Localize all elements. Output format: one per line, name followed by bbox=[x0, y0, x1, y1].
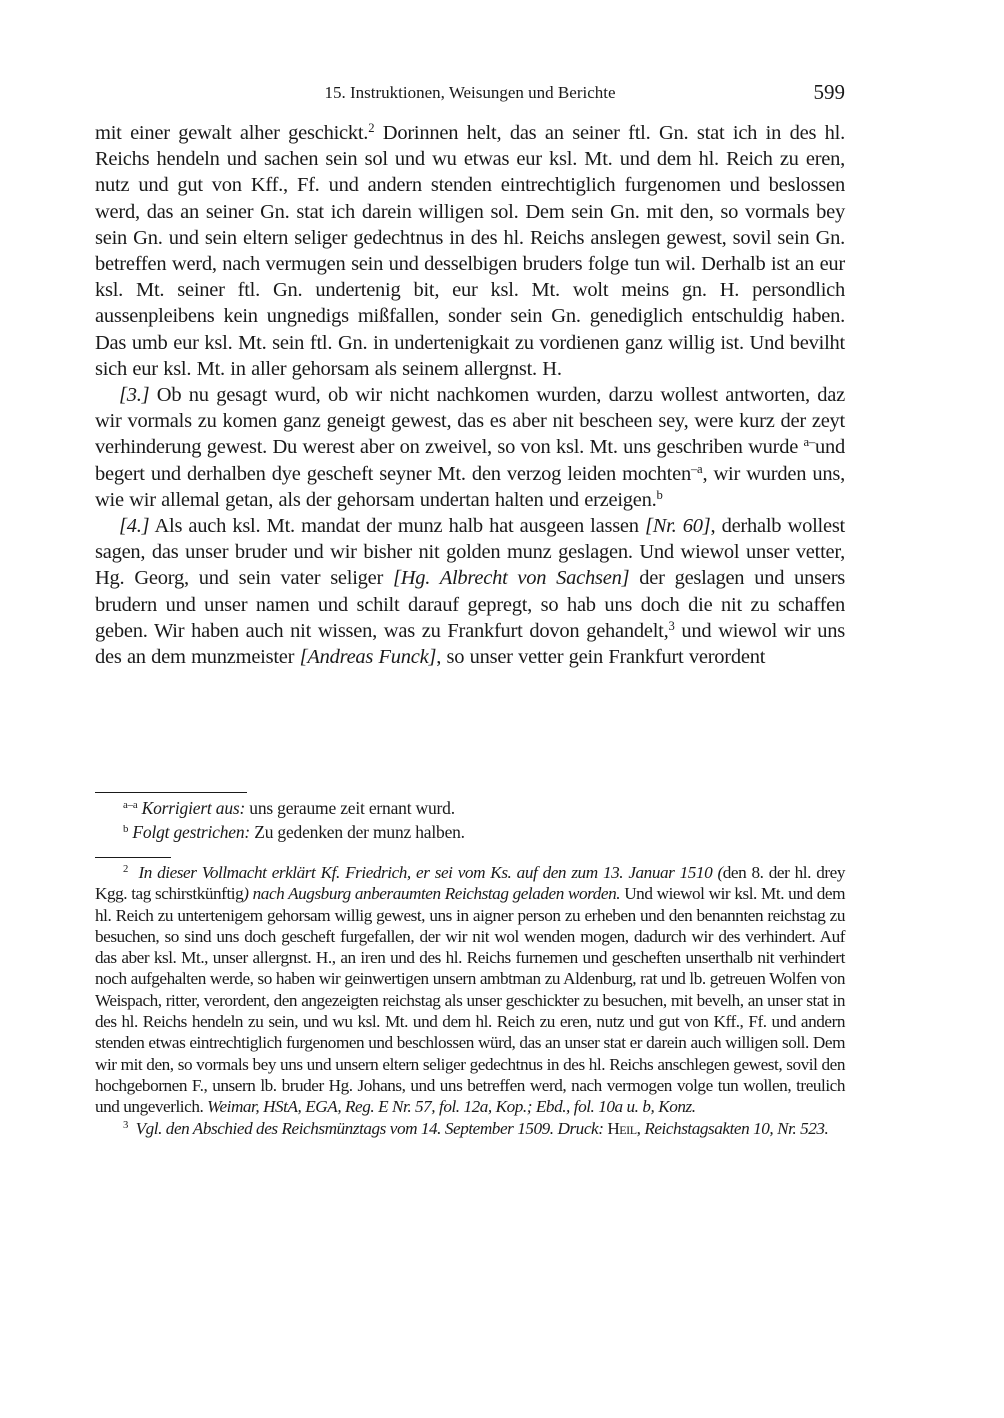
footnote-source: Weimar, HStA, EGA, Reg. E Nr. 57, fol. 12a, Kop.; Ebd., fol. 10a u. b, Konz. bbox=[207, 1097, 696, 1117]
textual-note-mark-b[interactable]: b bbox=[656, 487, 663, 502]
footnote-number: 3 bbox=[123, 1119, 128, 1131]
textual-note-mark-a-close[interactable]: –a bbox=[690, 461, 703, 476]
footnote-quote: Und wiewol wir ksl. Mt. und dem hl. Reich zu untertenigem gehorsam willig gewest, uns in aigner person zu erheben und den benannten reichstag zu besuchen, so sind uns doch gescheft furgefallen, der wir nit wol wenden mogen, dadurch wir des verhindert. Auf das aber ksl. Mt., unser allergnst. H., an iren und des hl. Reichs furnemen und gescheften unserthalb nit verhindert noch aufgehalten werde, so haben wir geinwertigen unsern ambtman zu Aldenburg, rat und lb. getreuen Wolfen von Weispach, ritter, verordent, den angezeigten reichstag als unser geschickter zu besuchen, mit bevelh, an unser stat in des hl. Reichs hendeln zu sein, und wu ksl. Mt. und dem hl. Reich zu eren, nutz und gut von Kff., Ff. und andern stenden etwas eintrechtiglich furgenomen und beschlossen würd, das an unser stat er darein auch willigen soll. Dem wir mit den, so vormals bey uns und unsern eltern seliger gedechtnus in des hl. Reichs anschlegen gewest, sovil den hochgebornen F., unsern lb. bruder Hg. Johans, und uns betreffen werd, nach vermogen volge tun wollen, treulich und ungeverlich. bbox=[95, 884, 845, 1117]
section-number: [3.] bbox=[119, 384, 150, 407]
running-title: 15. Instruktionen, Weisungen und Berichte bbox=[324, 83, 616, 102]
text-run: mit einer gewalt alher geschickt. bbox=[95, 122, 369, 144]
editorial-reference: [Andreas Funck] bbox=[299, 646, 437, 669]
note-text: uns geraume zeit ernant wurd. bbox=[245, 798, 455, 818]
footnotes bbox=[95, 862, 845, 1139]
text-run: der geslagen und unsers brudern und unser namen und schilt darauf gepregt, so hab uns doch die nit zu schaffen geben. Wir haben auch nit wissen, was zu Frankfurt dovon gehandelt, bbox=[95, 567, 845, 642]
footnote-2 bbox=[95, 862, 845, 1118]
note-label: Folgt gestrichen: bbox=[132, 822, 251, 842]
footnote-italic: Vgl. den Abschied des Reichsmünztags vom 14. September 1509. Druck: bbox=[135, 1118, 604, 1138]
text-run: Als auch ksl. Mt. mandat der munz halb hat ausgeen lassen bbox=[149, 515, 646, 538]
footnote-quote: den 8. der hl. drey Kgg. tag schirstkünftig bbox=[95, 863, 845, 904]
note-text: Zu gedenken der munz halben. bbox=[250, 822, 465, 842]
editorial-reference: [Nr. 60] bbox=[645, 515, 711, 538]
footnote-italic: Reichstagsakten 10, Nr. 523. bbox=[644, 1118, 829, 1138]
note-label: Korrigiert aus: bbox=[141, 798, 246, 818]
textual-note-a bbox=[95, 796, 845, 820]
textual-notes bbox=[95, 796, 845, 844]
footnote-italic: ) nach Augsburg anberaumten Reichstag geladen worden. bbox=[243, 884, 621, 904]
text-run: und begert und derhalben dye gescheft seyner Mt. den verzog leiden mochten bbox=[95, 436, 845, 485]
footnote-ref-3[interactable]: 3 bbox=[668, 618, 675, 633]
text-run: Ob nu gesagt wurd, ob wir nicht nachkomen wurden, darzu wollest antworten, daz wir vormals zu komen ganz geneigt gewest, das es aber nit bescheen sey, were kurz der zeyt verhinderung gewest. Du werest aber on zweivel, so von ksl. Mt. uns geschriben wurde bbox=[95, 384, 845, 459]
textual-note-mark-a-open[interactable]: a– bbox=[803, 435, 815, 450]
paragraph-section-3 bbox=[95, 382, 845, 513]
textual-note-b bbox=[95, 820, 845, 844]
main-text bbox=[95, 120, 845, 670]
text-run: , derhalb wollest sagen, das unser bruder und wir bisher nit golden munz geslagen. Und wiewol unser vetter, Hg. Georg, und sein vater seliger bbox=[95, 515, 845, 590]
note-mark: a–a bbox=[123, 799, 138, 812]
footnote-author: Heil bbox=[607, 1118, 637, 1138]
running-header bbox=[95, 80, 845, 108]
note-mark: b bbox=[123, 823, 129, 836]
paragraph-section-4 bbox=[95, 513, 845, 670]
text-run: , wir wurden uns, wie wir allemal getan, als der gehorsam undertan halten und erzeigen. bbox=[95, 462, 845, 511]
footnote-number: 2 bbox=[123, 864, 128, 876]
text-run: Dorinnen helt, das an seiner ftl. Gn. stat ich in des hl. Reichs hendeln und sachen sein sol und wu etwas eur ksl. Mt. und dem hl. Reich zu eren, nutz und gut von Kff., Ff. und andern stenden eintrechtiglich furgenomen und beslossen werd, das an seiner Gn. stat ich darein willigen sol. Dem sein Gn. mit den, so vormals bey sein Gn. und sein eltern seliger gedechtnus in des hl. Reichs anslegen gewest, sovil sein Gn. betreffen werd, nach vermugen sein und desselbigen bruders folge tun wil. Derhalb ist an eur ksl. Mt. seiner ftl. Gn. undertenig bit, eur ksl. Mt. wolt meins gn. H. persondlich aussenpleibens kein ungnedigs mißfallen, sonder sein Gn. genediglich entschuldig haben. Das umb eur ksl. Mt. sein ftl. Gn. in undertenigkait zu vordienen ganz willig ist. Und bevilht sich eur ksl. Mt. in aller gehorsam als seinem allergnst. H. bbox=[95, 122, 845, 380]
footnote-3: $^3$ Vgl. den Abschied des Reichsmünztags vom 14. September 1509. Druck: Heil, Reichstagsakten 10, Nr. 523. bbox=[123, 1118, 829, 1138]
footnote-ref-2[interactable]: 2 bbox=[368, 121, 375, 136]
footnotes-divider bbox=[95, 857, 171, 858]
text-run: , so unser vetter gein Frankfurt verordent bbox=[436, 646, 766, 669]
text-run: und wiewol wir uns des an dem munzmeister bbox=[95, 619, 846, 669]
editorial-reference: [Hg. Albrecht von Sachsen] bbox=[393, 567, 630, 590]
textual-notes-divider bbox=[95, 792, 247, 793]
page-number: 599 bbox=[813, 80, 845, 104]
paragraph-1 bbox=[95, 120, 845, 382]
footnote-italic: In dieser Vollmacht erklärt Kf. Friedrich, er sei vom Ks. auf den zum 13. Januar 1510 ( bbox=[138, 863, 723, 882]
section-number: [4.] bbox=[119, 515, 150, 538]
